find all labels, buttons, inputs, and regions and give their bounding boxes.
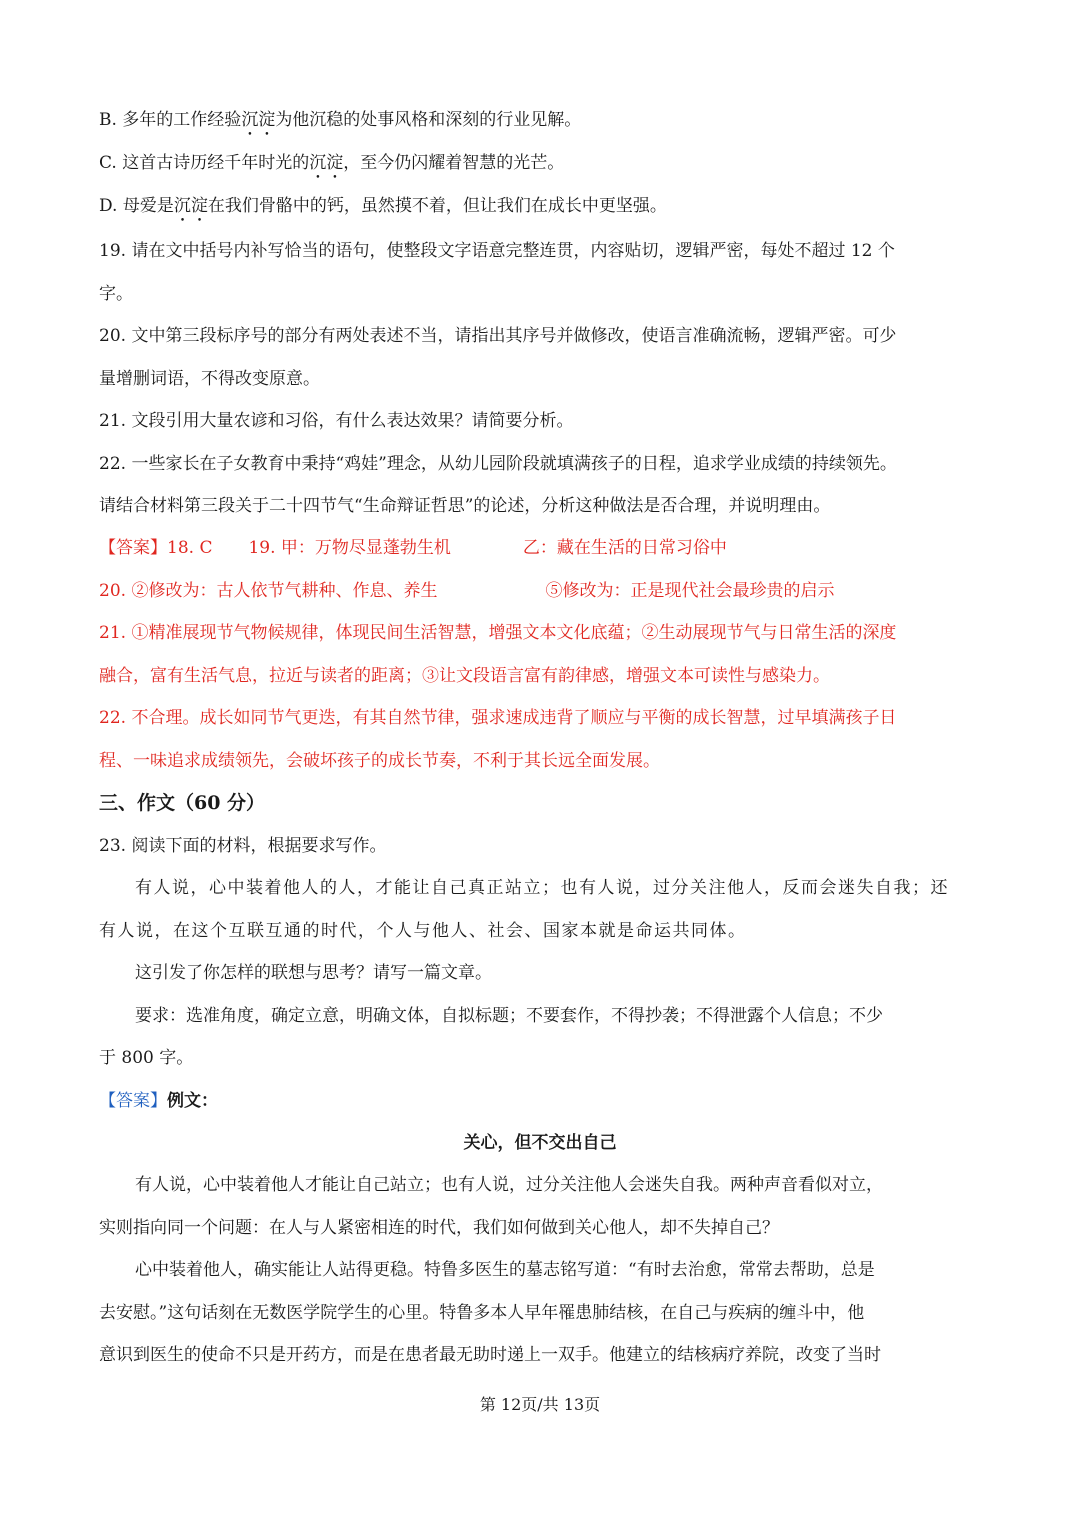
- option-b-prefix: B. 多年的工作经验: [99, 110, 242, 130]
- answer-label: 【答案】: [99, 538, 167, 558]
- answer-21-line-2: 融合，富有生活气息，拉近与读者的距离；③让文段语言富有韵律感，增强文本可读性与感染力。: [99, 666, 830, 686]
- option-c-suffix: ，至今仍闪耀着智慧的光芒。: [343, 153, 565, 173]
- question-22-line-2: 请结合材料第三段关于二十四节气“生命辩证哲思”的论述，分析这种做法是否合理，并说明理由。: [99, 496, 831, 516]
- answer-20: [99, 579, 989, 603]
- answer-20-a: 20. ②修改为：古人依节气耕种、作息、养生: [99, 581, 438, 601]
- option-d-term: 沉淀: [173, 196, 208, 216]
- question-23: 23. 阅读下面的材料，根据要求写作。: [99, 836, 387, 856]
- answer-18-19: [99, 536, 989, 560]
- option-c: [99, 151, 989, 183]
- option-d-suffix: 在我们骨骼中的钙，虽然摸不着，但让我们在成长中更坚强。: [207, 196, 667, 216]
- essay-p2-line-1: 心中装着他人，确实能让人站得更稳。特鲁多医生的墓志铭写道：“有时去治愈，常常去帮助，总是: [135, 1260, 875, 1280]
- option-d-prefix: D. 母爱是: [99, 196, 174, 216]
- option-c-prefix: C. 这首古诗历经千年时光的: [99, 153, 310, 173]
- answer-22-line-1: 22. 不合理。成长如同节气更迭，有其自然节律，强求速成违背了顺应与平衡的成长智慧，过早填满孩子日: [99, 708, 897, 728]
- essay-p1-line-2: 实则指向同一个问题：在人与人紧密相连的时代，我们如何做到关心他人，却不失掉自己？: [99, 1218, 779, 1238]
- page-footer: 第 12页/共 13页: [479, 1395, 601, 1414]
- answer-19-b: 乙：藏在生活的日常习俗中: [522, 538, 727, 558]
- writing-prompt: 这引发了你怎样的联想与思考？请写一篇文章。: [135, 963, 492, 983]
- essay-p1-line-1: 有人说，心中装着他人才能让自己站立；也有人说，过分关注他人会迷失自我。两种声音看似对立，: [135, 1175, 883, 1195]
- option-c-term: 沉淀: [309, 153, 344, 173]
- option-d: [99, 194, 989, 226]
- question-20-line-2: 量增删词语，不得改变原意。: [99, 369, 320, 389]
- question-19-line-1: 19. 请在文中括号内补写恰当的语句，使整段文字语意完整连贯，内容贴切，逻辑严密，每处不超过 12 个: [99, 241, 895, 261]
- essay-answer-label: [99, 1089, 989, 1113]
- question-22-line-1: 22. 一些家长在子女教育中秉持“鸡娃”理念，从幼儿园阶段就填满孩子的日程，追求学业成绩的持续领先。: [99, 454, 897, 474]
- material-line-1: 有人说，心中装着他人的人，才能让自己真正站立；也有人说，过分关注他人，反而会迷失自我；还: [135, 878, 949, 898]
- essay-p2-line-2: 去安慰。”这句话刻在无数医学院学生的心里。特鲁多本人早年罹患肺结核，在自己与疾病的缠斗中，他: [99, 1303, 865, 1323]
- essay-p2-line-3: 意识到医生的使命不只是开药方，而是在患者最无助时递上一双手。他建立的结核病疗养院，改变了当时: [99, 1345, 881, 1365]
- essay-answer-tag: 【答案】: [99, 1091, 167, 1111]
- material-line-2: 有人说，在这个互联互通的时代，个人与他人、社会、国家本就是命运共同体。: [99, 921, 747, 941]
- option-b-suffix: 为他沉稳的处事风格和深刻的行业见解。: [275, 110, 582, 130]
- answer-20-b: ⑤修改为：正是现代社会最珍贵的启示: [545, 581, 835, 601]
- answer-19-a: 19. 甲：万物尽显蓬勃生机: [248, 538, 451, 558]
- question-20-line-1: 20. 文中第三段标序号的部分有两处表述不当，请指出其序号并做修改，使语言准确流畅，逻辑严密。可少: [99, 326, 897, 346]
- requirements-line-1: 要求：选准角度，确定立意，明确文体，自拟标题；不要套作，不得抄袭；不得泄露个人信息；不少: [135, 1006, 883, 1026]
- answer-22-line-2: 程、一味追求成绩领先，会破坏孩子的成长节奏，不利于其长远全面发展。: [99, 751, 660, 771]
- section-heading: 三、作文（60 分）: [99, 792, 266, 814]
- answer-21-line-1: 21. ①精准展现节气物候规律，体现民间生活智慧，增强文本文化底蕴；②生动展现节气与日常生活的深度: [99, 623, 897, 643]
- option-b: [99, 108, 989, 140]
- question-19-line-2: 字。: [99, 284, 133, 304]
- requirements-line-2: 于 800 字。: [99, 1048, 194, 1068]
- essay-answer-tail: 例文：: [167, 1091, 218, 1111]
- essay-title: 关心，但不交出自己: [463, 1133, 617, 1153]
- question-21: 21. 文段引用大量农谚和习俗，有什么表达效果？请简要分析。: [99, 411, 574, 431]
- answer-18: 18. C: [167, 538, 213, 558]
- option-b-term: 沉淀: [241, 110, 276, 130]
